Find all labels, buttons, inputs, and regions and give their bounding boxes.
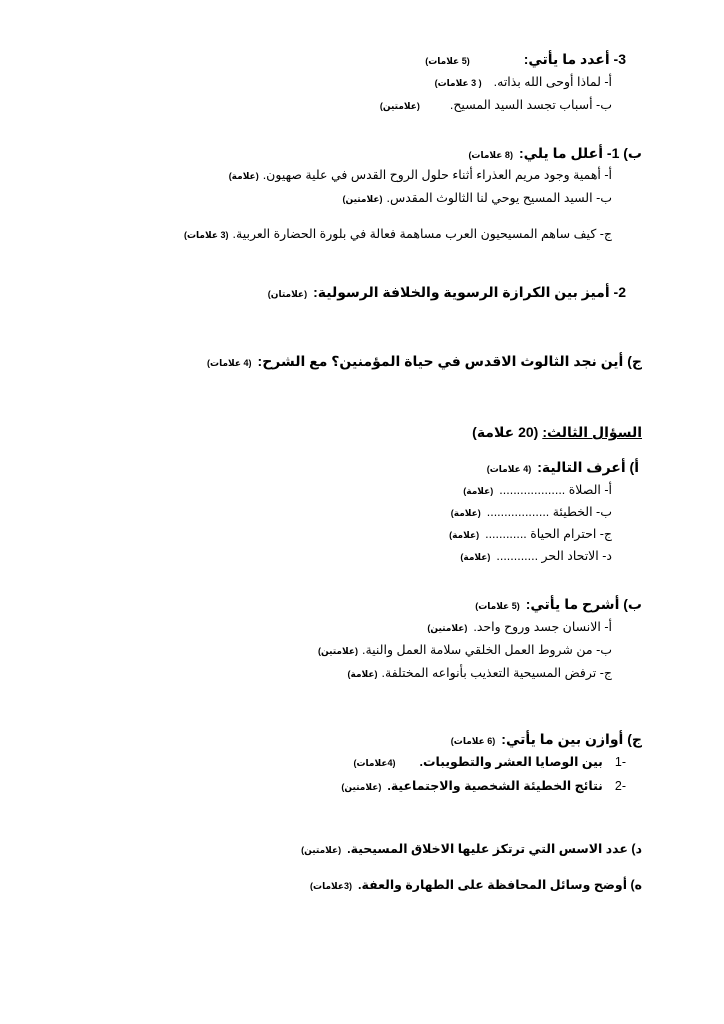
item-marks: (4علامات) bbox=[353, 758, 396, 768]
section-c-text: ج) أين نجد الثالوث الاقدس في حياة المؤمنين؟ مع الشرح: bbox=[257, 353, 642, 369]
item-marks: (علامتين) bbox=[379, 101, 420, 111]
list-item bbox=[0, 641, 724, 660]
question-2-marks: (علامتان) bbox=[267, 289, 308, 299]
item-marks: (علامة) bbox=[463, 486, 494, 496]
section-b-heading bbox=[0, 144, 724, 164]
list-item bbox=[0, 225, 724, 244]
part-d-marks: (علامتين) bbox=[301, 845, 342, 855]
list-item bbox=[0, 618, 724, 637]
list-item bbox=[0, 547, 724, 566]
item-marks: (علامتين) bbox=[317, 646, 358, 656]
item-number: -1 bbox=[614, 755, 626, 769]
part-a-marks: (4 علامات) bbox=[486, 464, 532, 474]
item-text: ب- الخطيئة .................. bbox=[486, 505, 612, 519]
section-c-line bbox=[0, 352, 724, 372]
list-item bbox=[0, 166, 724, 185]
list-item bbox=[0, 96, 724, 115]
item-marks: (علامتين) bbox=[342, 194, 383, 204]
part-e-line bbox=[0, 876, 724, 895]
section-b-marks: (8 علامات) bbox=[468, 150, 513, 160]
item-marks: (3 علامات) bbox=[184, 230, 229, 240]
part-a-heading bbox=[0, 458, 724, 478]
part-e-marks: (3علامات) bbox=[310, 881, 353, 891]
item-number: -2 bbox=[614, 779, 626, 793]
list-item bbox=[0, 753, 724, 772]
item-text: نتائج الخطيئة الشخصية والاجتماعية. bbox=[387, 779, 603, 793]
item-marks: (علامة) bbox=[449, 530, 480, 540]
section-b-title: ب) 1- أعلل ما يلي: bbox=[518, 145, 642, 161]
item-text: بين الوصايا العشر والتطويبات. bbox=[419, 755, 603, 769]
item-text: ب- من شروط العمل الخلقي سلامة العمل والنية. bbox=[361, 643, 612, 657]
list-item bbox=[0, 503, 724, 522]
item-text: أ- أهمية وجود مريم العذراء أثناء حلول الروح القدس في علية صهيون. bbox=[262, 168, 612, 182]
question-3-title: 3- أعدد ما يأتي: bbox=[523, 51, 626, 67]
item-marks: (علامة) bbox=[450, 508, 481, 518]
question-3-main-title: السؤال الثالث: bbox=[542, 424, 642, 440]
part-a-title: أ) أعرف التالية: bbox=[537, 459, 639, 475]
question-3-main-marks: (20 علامة) bbox=[472, 424, 539, 440]
part-d-line bbox=[0, 840, 724, 859]
item-marks: (علامة) bbox=[460, 552, 491, 562]
part-c-marks: (6 علامات) bbox=[450, 736, 496, 746]
list-item bbox=[0, 73, 724, 92]
part-d-text: د) عدد الاسس التي ترتكز عليها الاخلاق المسيحية. bbox=[347, 842, 642, 856]
question-3-main-heading bbox=[0, 423, 724, 442]
question-2-line bbox=[0, 283, 724, 303]
part-e-text: ه) أوضح وسائل المحافظة على الطهارة والعفة. bbox=[358, 878, 642, 892]
part-b-marks: (5 علامات) bbox=[475, 601, 520, 611]
question-2-text: 2- أميز بين الكرازة الرسوية والخلافة الرسولية: bbox=[313, 284, 626, 300]
item-text: ج- ترفض المسيحية التعذيب بأنواعه المختلفة. bbox=[381, 666, 612, 680]
list-item bbox=[0, 189, 724, 208]
part-b-title: ب) أشرح ما يأتي: bbox=[525, 596, 642, 612]
list-item bbox=[0, 525, 724, 544]
question-3-marks: (5 علامات) bbox=[425, 56, 470, 66]
section-c-marks: (4 علامات) bbox=[207, 358, 252, 368]
item-text: ج- كيف ساهم المسيحيون العرب مساهمة فعالة في بلورة الحضارة العربية. bbox=[232, 227, 612, 241]
item-text: أ- الصلاة ................... bbox=[499, 483, 612, 497]
list-item bbox=[0, 481, 724, 500]
item-marks: (علامة) bbox=[228, 171, 259, 181]
item-marks: (علامتين) bbox=[427, 623, 468, 633]
part-c-heading bbox=[0, 730, 724, 750]
item-text: ب- السيد المسيح يوحي لنا الثالوث المقدس. bbox=[386, 191, 612, 205]
item-text: أ- الانسان جسد وروح واحد. bbox=[473, 620, 612, 634]
part-c-title: ج) أوازن بين ما يأتي: bbox=[501, 731, 642, 747]
part-b-heading bbox=[0, 595, 724, 615]
item-text: ج- احترام الحياة ............ bbox=[485, 527, 612, 541]
item-text: د- الاتحاد الحر ............ bbox=[496, 549, 612, 563]
list-item bbox=[0, 777, 724, 796]
item-marks: (علامتين) bbox=[341, 782, 382, 792]
question-3-heading bbox=[0, 50, 724, 70]
list-item bbox=[0, 664, 724, 683]
item-marks: (علامة) bbox=[347, 669, 378, 679]
item-text: أ- لماذا أوحى الله بذاته. bbox=[493, 75, 612, 89]
item-text: ب- أسباب تجسد السيد المسيح. bbox=[449, 98, 612, 112]
item-marks: ( 3 علامات) bbox=[434, 78, 482, 88]
